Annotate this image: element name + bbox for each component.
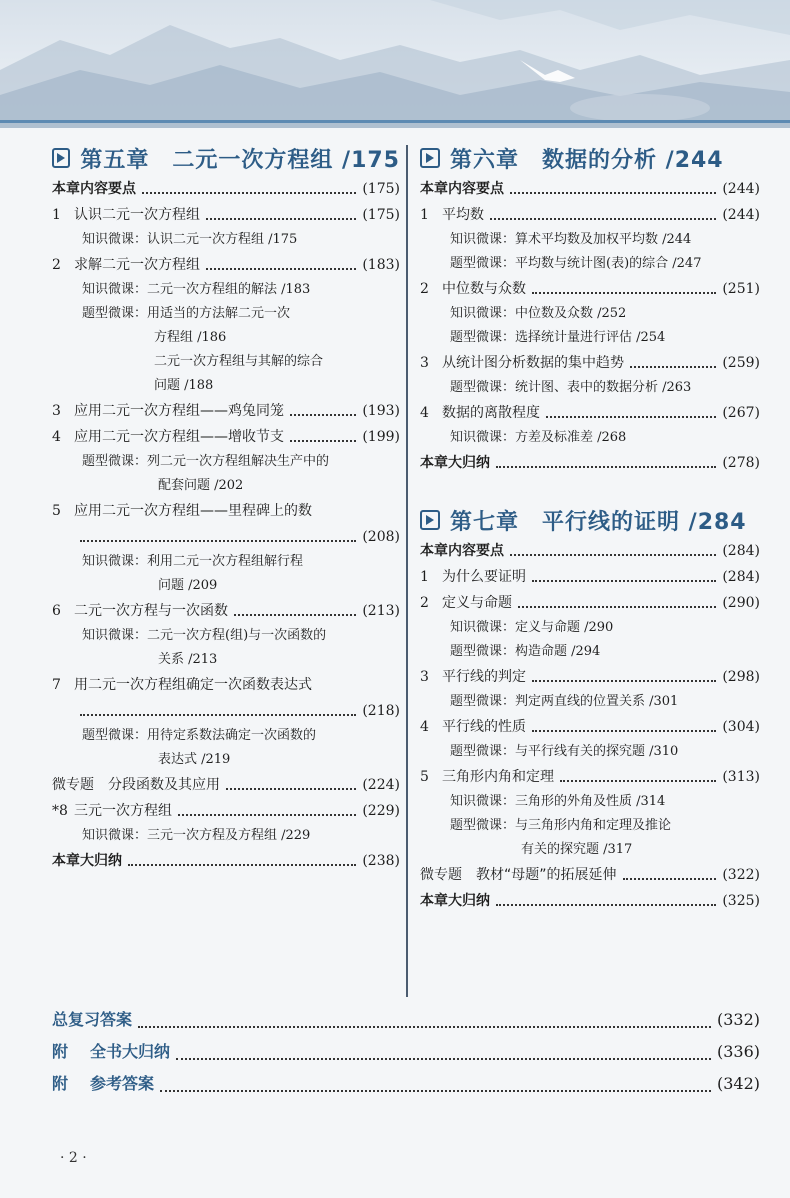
header-rule: [0, 120, 790, 123]
entry-page: (218): [362, 703, 400, 719]
entry-number: 2: [420, 281, 429, 297]
entry-number: 1: [52, 207, 61, 223]
toc-subentry[interactable]: 知识微课：算术平均数及加权平均数 /244: [450, 232, 692, 247]
appendix-title: [52, 1036, 170, 1068]
dot-leader: [532, 580, 716, 582]
dot-leader: [510, 192, 716, 194]
toc-subentry[interactable]: 题型微课：与平行线有关的探究题 /310: [450, 744, 679, 759]
toc-subentry[interactable]: 二元一次方程组与其解的综合: [154, 354, 324, 369]
toc-entry[interactable]: [52, 848, 400, 874]
entry-title: 微专题 教材“母题”的拓展延伸: [420, 867, 617, 883]
dot-leader: [490, 218, 716, 220]
entry-page: (183): [362, 257, 400, 273]
dot-leader: [178, 814, 356, 816]
entry-page: (199): [362, 429, 400, 445]
entry-title: 二元一次方程与一次函数: [74, 603, 228, 619]
entry-title: 应用二元一次方程组——增收节支: [74, 429, 284, 445]
dot-leader: [206, 268, 356, 270]
toc-subentry[interactable]: 配套问题 /202: [158, 478, 244, 493]
chapter-title: 第五章 二元一次方程组 /175: [80, 147, 400, 173]
entry-title: 定义与命题: [442, 595, 512, 611]
dot-leader: [176, 1058, 711, 1060]
entry-page: (224): [362, 777, 400, 793]
toc-entry[interactable]: [52, 398, 400, 424]
header-banner: [0, 0, 790, 128]
toc-entry[interactable]: [420, 764, 760, 790]
toc-list: [420, 538, 760, 914]
entry-page: (175): [362, 207, 400, 223]
toc-subentry[interactable]: 题型微课：判定两直线的位置关系 /301: [450, 694, 679, 709]
toc-entry[interactable]: [420, 590, 760, 616]
entry-page: (213): [362, 603, 400, 619]
entry-title: 三角形内角和定理: [442, 769, 554, 785]
toc-subentry[interactable]: 问题 /188: [154, 378, 214, 393]
right-column: [420, 140, 760, 914]
appendix-prefix: 附: [52, 1074, 69, 1093]
toc-subentry[interactable]: 知识微课：认识二元一次方程组 /175: [82, 232, 298, 247]
toc-entry[interactable]: [420, 538, 760, 564]
toc-subentry[interactable]: 表达式 /219: [158, 752, 231, 767]
appendix-title: [52, 1068, 154, 1100]
entry-number: 4: [420, 405, 429, 421]
entry-page: (229): [362, 803, 400, 819]
appendix-label: 全书大归纳: [90, 1042, 171, 1061]
toc-entry[interactable]: [420, 888, 760, 914]
toc-subentry[interactable]: 问题 /209: [158, 578, 218, 593]
entry-page: (208): [362, 529, 400, 545]
entry-page: (284): [722, 543, 760, 559]
toc-subentry[interactable]: 知识微课：三元一次方程及方程组 /229: [82, 828, 311, 843]
dot-leader: [160, 1090, 711, 1092]
entry-page: (193): [362, 403, 400, 419]
toc-subentry[interactable]: 知识微课：二元一次方程组的解法 /183: [82, 282, 311, 297]
toc-entry[interactable]: [420, 862, 760, 888]
dot-leader: [80, 540, 356, 542]
entry-title: 本章内容要点: [52, 181, 136, 197]
entry-title: 平行线的性质: [442, 719, 526, 735]
appendix-entry[interactable]: [52, 1068, 760, 1100]
entry-title: 本章大归纳: [420, 893, 490, 909]
play-triangle-icon: [420, 148, 440, 168]
toc-entry-continuation[interactable]: [52, 698, 400, 724]
entry-title: 平行线的判定: [442, 669, 526, 685]
appendix-title: [52, 1004, 132, 1036]
dot-leader: [532, 730, 716, 732]
entry-page: (322): [722, 867, 760, 883]
entry-page: (325): [722, 893, 760, 909]
toc-subentry[interactable]: 题型微课：用适当的方法解二元一次: [82, 306, 291, 321]
toc-subentry[interactable]: 题型微课：选择统计量进行评估 /254: [450, 330, 666, 345]
dot-leader: [142, 192, 356, 194]
toc-subentry[interactable]: 知识微课：利用二元一次方程组解行程: [82, 554, 304, 569]
dot-leader: [546, 416, 716, 418]
entry-number: 4: [420, 719, 429, 735]
chapter-title: 第七章 平行线的证明 /284: [450, 509, 747, 535]
entry-title: 本章内容要点: [420, 181, 504, 197]
entry-title: 微专题 分段函数及其应用: [52, 777, 220, 793]
entry-page: (175): [362, 181, 400, 197]
chapter-heading[interactable]: [52, 140, 400, 176]
play-triangle-icon: [52, 148, 70, 168]
entry-number: 5: [420, 769, 429, 785]
entry-page: (290): [722, 595, 760, 611]
entry-number: 3: [420, 355, 429, 371]
entry-number: 3: [420, 669, 429, 685]
entry-page: (251): [722, 281, 760, 297]
entry-page: (267): [722, 405, 760, 421]
toc-entry[interactable]: [420, 714, 760, 740]
toc-subentry[interactable]: 题型微课：列二元一次方程组解决生产中的: [82, 454, 330, 469]
appendix-label: 参考答案: [90, 1074, 155, 1093]
entry-number: 2: [52, 257, 61, 273]
entry-page: (278): [722, 455, 760, 471]
toc-subentry[interactable]: 关系 /213: [158, 652, 218, 667]
toc-subentry[interactable]: 知识微课：定义与命题 /290: [450, 620, 614, 635]
appendix-entry[interactable]: [52, 1036, 760, 1068]
entry-title: 用二元一次方程组确定一次函数表达式: [74, 677, 312, 693]
entry-page: (284): [722, 569, 760, 585]
entry-title: 中位数与众数: [442, 281, 526, 297]
dot-leader: [496, 466, 716, 468]
entry-page: (304): [722, 719, 760, 735]
entry-title: 为什么要证明: [442, 569, 526, 585]
chapter-heading[interactable]: [420, 140, 760, 176]
toc-entry[interactable]: [52, 798, 400, 824]
toc-subentry[interactable]: 题型微课：构造命题 /294: [450, 644, 601, 659]
entry-title: 本章内容要点: [420, 543, 504, 559]
entry-title: 求解二元一次方程组: [74, 257, 200, 273]
toc-entry[interactable]: [420, 350, 760, 376]
entry-title: 从统计图分析数据的集中趋势: [442, 355, 624, 371]
entry-number: 2: [420, 595, 429, 611]
dot-leader: [290, 414, 356, 416]
entry-number: 1: [420, 569, 429, 585]
chapter-heading[interactable]: [420, 502, 760, 538]
entry-title: 应用二元一次方程组——里程碑上的数: [74, 503, 312, 519]
dot-leader: [532, 680, 716, 682]
toc-entry[interactable]: [420, 450, 760, 476]
appendix-label: 总复习答案: [52, 1010, 133, 1029]
play-triangle-icon: [420, 510, 440, 530]
toc-subentry[interactable]: 方程组 /186: [154, 330, 227, 345]
toc-list: [420, 176, 760, 476]
dot-leader: [510, 554, 716, 556]
entry-title: 应用二元一次方程组——鸡兔同笼: [74, 403, 284, 419]
entry-title: 平均数: [442, 207, 484, 223]
entry-title: 数据的离散程度: [442, 405, 540, 421]
page-number: · 2 ·: [60, 1150, 87, 1166]
dot-leader: [518, 606, 716, 608]
toc-entry[interactable]: [420, 276, 760, 302]
toc-entry[interactable]: [420, 176, 760, 202]
entry-page: (298): [722, 669, 760, 685]
toc-subentry[interactable]: 题型微课：与三角形内角和定理及推论: [450, 818, 672, 833]
toc-subentry[interactable]: 有关的探究题 /317: [521, 842, 633, 857]
dot-leader: [496, 904, 716, 906]
dot-leader: [206, 218, 356, 220]
toc-subentry[interactable]: 题型微课：统计图、表中的数据分析 /263: [450, 380, 692, 395]
entry-page: (259): [722, 355, 760, 371]
entry-title: 认识二元一次方程组: [74, 207, 200, 223]
toc-entry[interactable]: [52, 176, 400, 202]
toc-entry[interactable]: [52, 498, 400, 524]
dot-leader: [128, 864, 356, 866]
entry-page: (244): [722, 207, 760, 223]
entry-page: (238): [362, 853, 400, 869]
entry-number: 5: [52, 503, 61, 519]
toc-subentry[interactable]: 知识微课：中位数及众数 /252: [450, 306, 627, 321]
dot-leader: [560, 780, 716, 782]
appendix-page: (336): [716, 1042, 760, 1061]
dot-leader: [290, 440, 356, 442]
toc-list: [52, 176, 400, 874]
chapter-title: 第六章 数据的分析 /244: [450, 147, 724, 173]
entry-title: 本章大归纳: [52, 853, 122, 869]
dot-leader: [630, 366, 716, 368]
toc-subentry[interactable]: 题型微课：平均数与统计图(表)的综合 /247: [450, 256, 702, 271]
dot-leader: [623, 878, 717, 880]
entry-title: 三元一次方程组: [74, 803, 172, 819]
toc-entry[interactable]: [52, 424, 400, 450]
toc-entry[interactable]: [420, 400, 760, 426]
dot-leader: [226, 788, 356, 790]
appendix-page: (332): [716, 1010, 760, 1029]
dot-leader: [138, 1026, 711, 1028]
left-column: [52, 140, 400, 874]
toc-entry[interactable]: [420, 202, 760, 228]
dot-leader: [532, 292, 716, 294]
entry-number: *8: [52, 803, 68, 819]
appendix-prefix: 附: [52, 1042, 69, 1061]
toc-entry[interactable]: [52, 252, 400, 278]
toc-entry[interactable]: [420, 664, 760, 690]
entry-number: 7: [52, 677, 61, 693]
column-divider: [406, 145, 408, 997]
entry-page: (244): [722, 181, 760, 197]
toc-entry[interactable]: [420, 564, 760, 590]
entry-number: 6: [52, 603, 61, 619]
toc-entry-continuation[interactable]: [52, 524, 400, 550]
appendix-list: [52, 1004, 760, 1100]
mountain-landscape-illustration: [0, 0, 790, 128]
entry-page: (313): [722, 769, 760, 785]
entry-number: 1: [420, 207, 429, 223]
toc-subentry[interactable]: 题型微课：用待定系数法确定一次函数的: [82, 728, 317, 743]
appendix-entry[interactable]: [52, 1004, 760, 1036]
entry-title: 本章大归纳: [420, 455, 490, 471]
toc-subentry[interactable]: 知识微课：二元一次方程(组)与一次函数的: [82, 628, 327, 643]
toc-entry[interactable]: [52, 772, 400, 798]
dot-leader: [80, 714, 356, 716]
toc-subentry[interactable]: 知识微课：方差及标准差 /268: [450, 430, 627, 445]
toc-entry[interactable]: [52, 598, 400, 624]
dot-leader: [234, 614, 356, 616]
appendix-page: (342): [716, 1074, 760, 1093]
entry-number: 4: [52, 429, 61, 445]
toc-entry[interactable]: [52, 202, 400, 228]
toc-subentry[interactable]: 知识微课：三角形的外角及性质 /314: [450, 794, 666, 809]
toc-entry[interactable]: [52, 672, 400, 698]
entry-number: 3: [52, 403, 61, 419]
